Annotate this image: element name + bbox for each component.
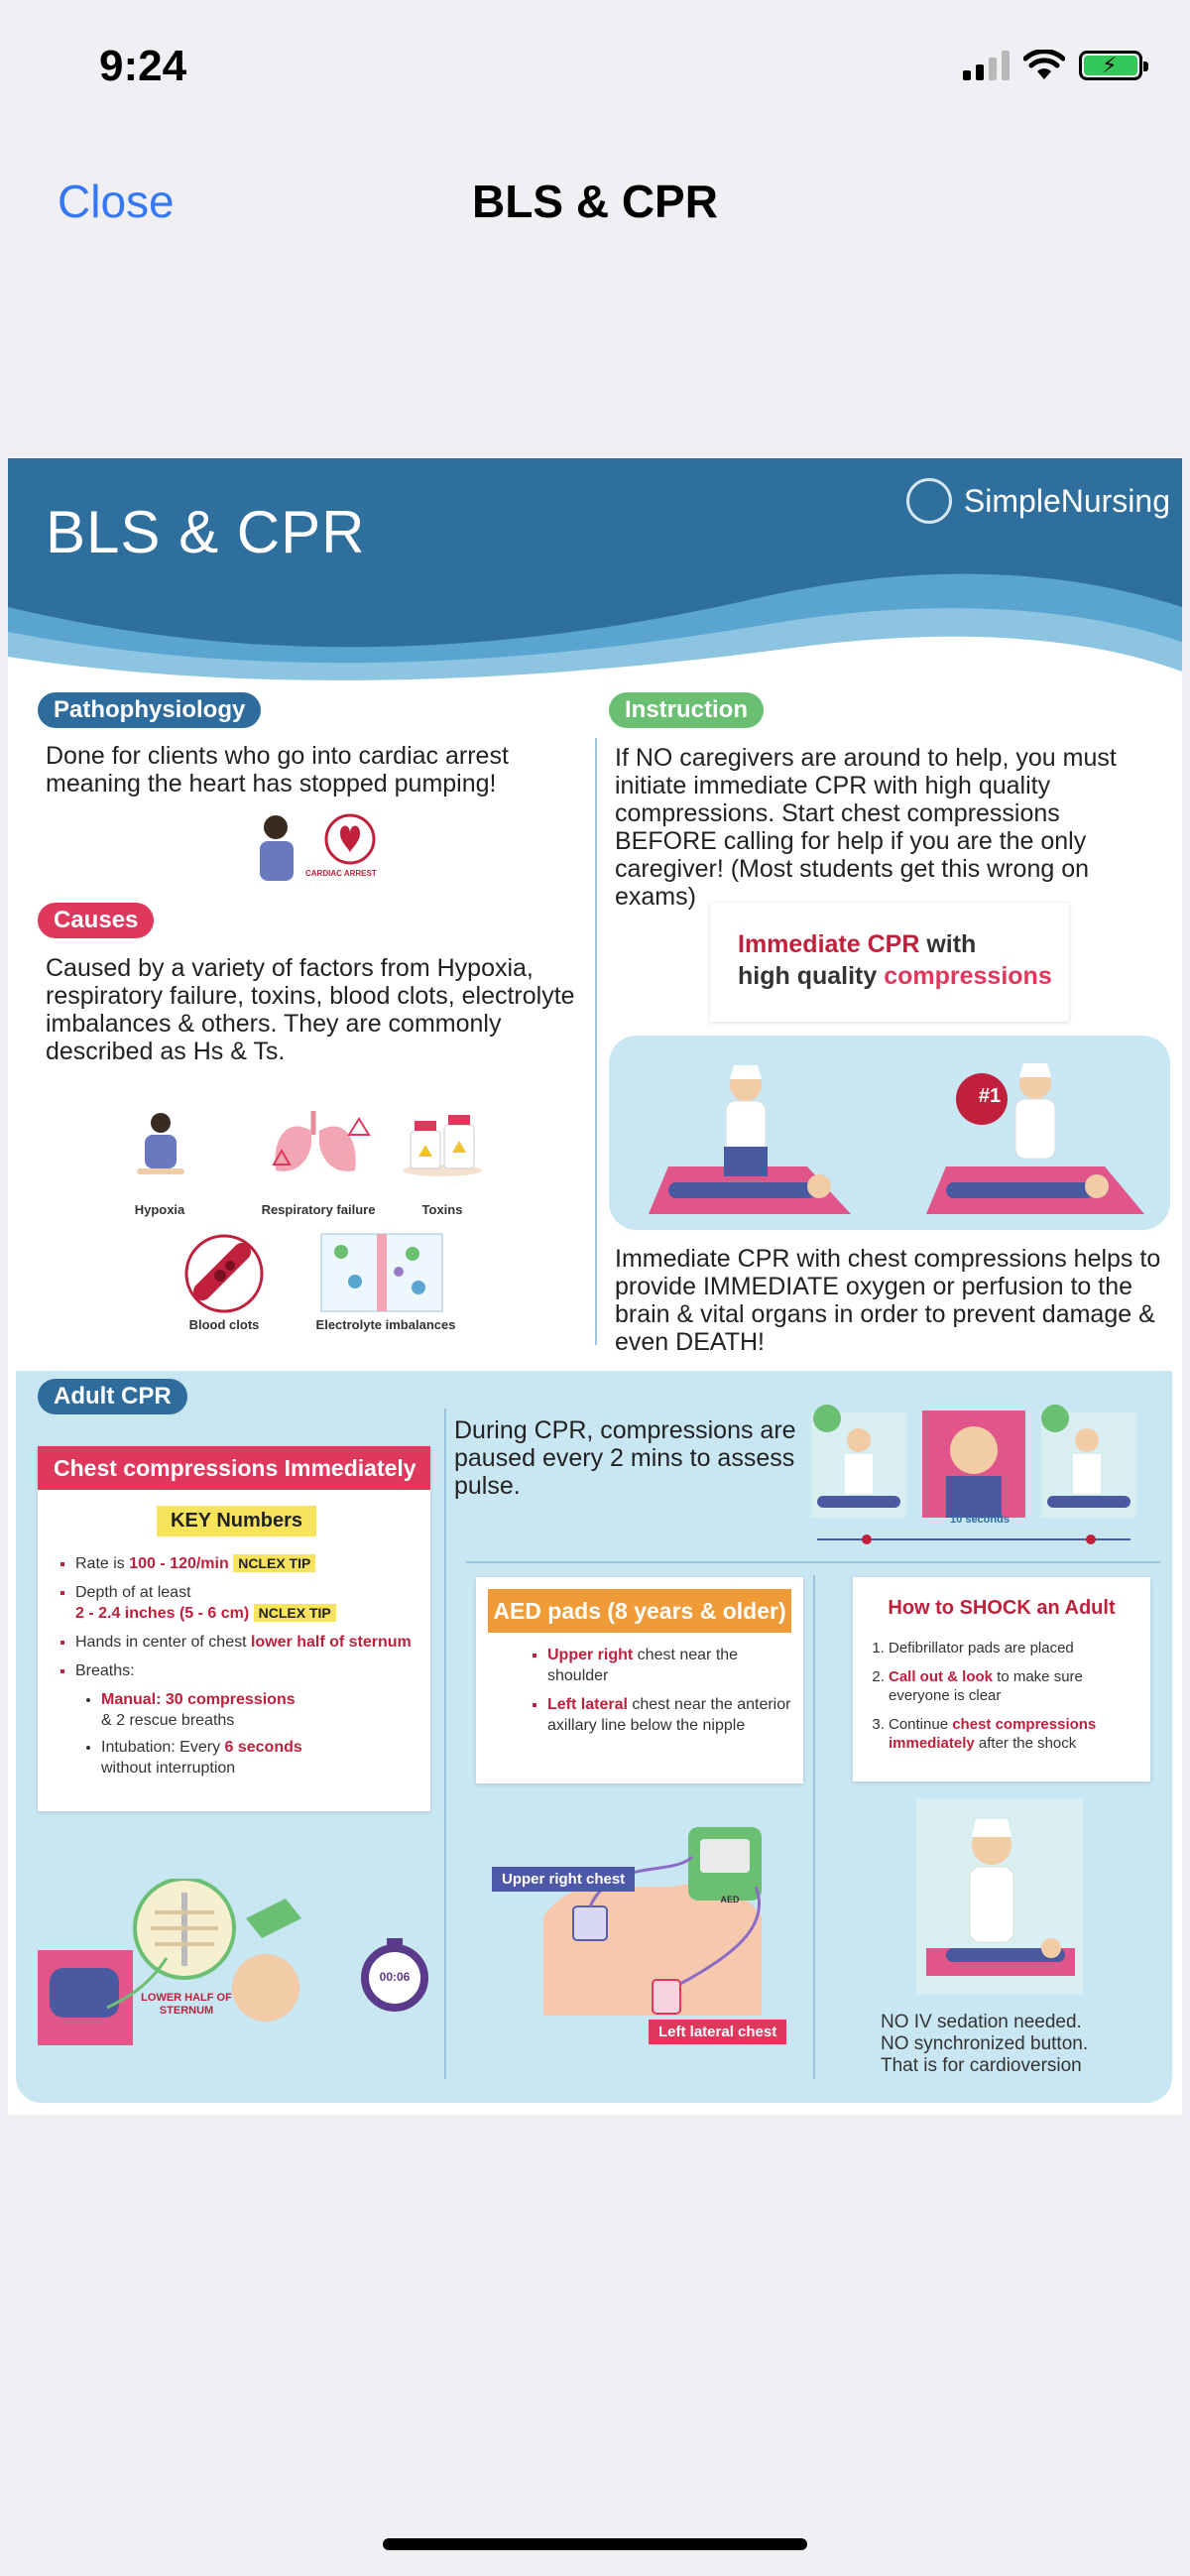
column-divider [595, 738, 597, 1345]
causes-text: Caused by a variety of factors from Hypoxia, respiratory failure, toxins, blood clots, electrolyte imbalances & others. They are commonly described as Hs & Ts. [46, 954, 575, 1065]
status-time: 9:24 [99, 42, 187, 90]
hypoxia-icon [131, 1111, 190, 1178]
pathophysiology-label: Pathophysiology [38, 692, 261, 728]
lower-half-sternum-caption: LOWER HALF OF STERNUM [141, 1992, 232, 2017]
pathophysiology-text: Done for clients who go into cardiac arrest meaning the heart has stopped pumping! [46, 742, 509, 797]
shock-step-2: 2. Call out & look to make sure everyone is clear [889, 1667, 1142, 1705]
sternum-illustration [38, 1879, 444, 2047]
timer-readout: 00:06 [379, 1970, 411, 1984]
pulse-check-text: During CPR, compressions are paused every 2 mins to assess pulse. [454, 1416, 796, 1500]
immediate-cpr-callout [710, 903, 1069, 1022]
chest-compressions-title: Chest compressions Immediately [38, 1446, 430, 1490]
brand-logo [906, 478, 1170, 524]
cardiac-arrest-caption: CARDIAC ARREST [305, 869, 377, 878]
note-no-iv-sedation: NO IV sedation needed. [881, 2012, 1082, 2032]
hands-item: ▪ Hands in center of chest lower half of sternum [75, 1632, 418, 1653]
brand-name: SimpleNursing [963, 482, 1170, 519]
shock-step-3: 3. Continue chest compressions immediately after the shock [889, 1715, 1142, 1753]
brand-logo-icon [906, 478, 952, 524]
cause-caption-electrolyte-imbalances: Electrolyte imbalances [315, 1317, 456, 1332]
cause-caption-toxins: Toxins [421, 1202, 463, 1217]
causes-label: Causes [38, 903, 154, 938]
infographic-title: BLS & CPR [46, 499, 366, 565]
pulse-check-illustration [807, 1401, 1138, 1549]
toxins-icon [401, 1111, 484, 1178]
note-cardioversion: That is for cardioversion [881, 2055, 1082, 2076]
aed-upper-right-item: ▪ Upper right chest near the shoulder [547, 1645, 791, 1686]
aed-pads-title: AED pads (8 years & older) [488, 1589, 791, 1633]
shock-adult-title: How to SHOCK an Adult [888, 1597, 1116, 1619]
shock-steps-list [865, 1639, 1142, 1763]
battery-charging-icon: ⚡ [1079, 51, 1142, 80]
instruction-text: If NO caregivers are around to help, you must initiate immediate CPR with high quality compressions. Start chest compressions BEFORE calling for help if you are the only caregiver! (Most students get this wrong on exams) [615, 744, 1117, 911]
adult-cpr-divider-horizontal [466, 1561, 1160, 1563]
nclex-tip-badge: NCLEX TIP [233, 1554, 315, 1572]
callout-high-quality: high quality [738, 962, 885, 990]
key-numbers-label: KEY Numbers [157, 1506, 316, 1536]
nclex-tip-badge: NCLEX TIP [254, 1604, 336, 1622]
nurse-cpr-illustration [916, 1799, 1083, 1994]
callout-with: with [919, 930, 977, 958]
timeline-label: 10 seconds [950, 1514, 1010, 1526]
status-icons [963, 50, 1142, 81]
rate-item: ▪ Rate is 100 - 120/min NCLEX TIP [75, 1553, 418, 1574]
electrolyte-imbalances-icon [319, 1232, 444, 1313]
blood-clots-icon [182, 1232, 266, 1315]
upper-right-chest-tag: Upper right chest [492, 1867, 635, 1892]
cause-caption-blood-clots: Blood clots [188, 1317, 260, 1332]
page-title: BLS & CPR [472, 176, 718, 227]
intubation-item: • Intubation: Every 6 seconds without interruption [101, 1737, 418, 1779]
instruction-bottom-text: Immediate CPR with chest compressions helps to provide IMMEDIATE oxygen or perfusion to the brain & vital organs in order to prevent damage & even DEATH! [615, 1245, 1161, 1356]
priority-badge: #1 [978, 1085, 1002, 1107]
note-no-synchronized: NO synchronized button. [881, 2033, 1089, 2054]
key-numbers-list [52, 1553, 418, 1786]
cause-caption-respiratory-failure: Respiratory failure [261, 1202, 376, 1217]
adult-cpr-divider-right [813, 1575, 815, 2079]
breaths-item: ▪ Breaths: • Manual: 30 compressions & 2 rescue breaths • Intubation: Every 6 seconds without interruption [75, 1660, 418, 1779]
cpr-illustration-panel [609, 1036, 1170, 1230]
callout-immediate-cpr: Immediate CPR [738, 930, 920, 958]
close-button[interactable]: Close [58, 176, 175, 227]
shock-notes [881, 2012, 1168, 2077]
callout-compressions: compressions [884, 962, 1052, 990]
aed-device-label: AED [720, 1895, 740, 1904]
manual-breaths-item: • Manual: 30 compressions & 2 rescue breaths [101, 1689, 418, 1731]
shock-step-1: 1. Defibrillator pads are placed [889, 1639, 1142, 1657]
wifi-icon [1023, 50, 1065, 81]
infographic-image [8, 458, 1182, 2115]
aed-left-lateral-item: ▪ Left lateral chest near the anterior axillary line below the nipple [547, 1694, 791, 1736]
cause-caption-hypoxia: Hypoxia [134, 1202, 185, 1217]
left-lateral-chest-tag: Left lateral chest [649, 2020, 786, 2044]
respiratory-failure-icon [264, 1105, 373, 1180]
aed-pads-list [524, 1645, 791, 1744]
depth-item: ▪ Depth of at least 2 - 2.4 inches (5 - 6 cm) NCLEX TIP [75, 1582, 418, 1624]
adult-cpr-divider-left [444, 1409, 446, 2079]
cellular-signal-icon [963, 51, 1010, 80]
instruction-label: Instruction [609, 692, 764, 728]
home-indicator[interactable] [383, 2538, 807, 2550]
adult-cpr-label: Adult CPR [38, 1379, 187, 1414]
